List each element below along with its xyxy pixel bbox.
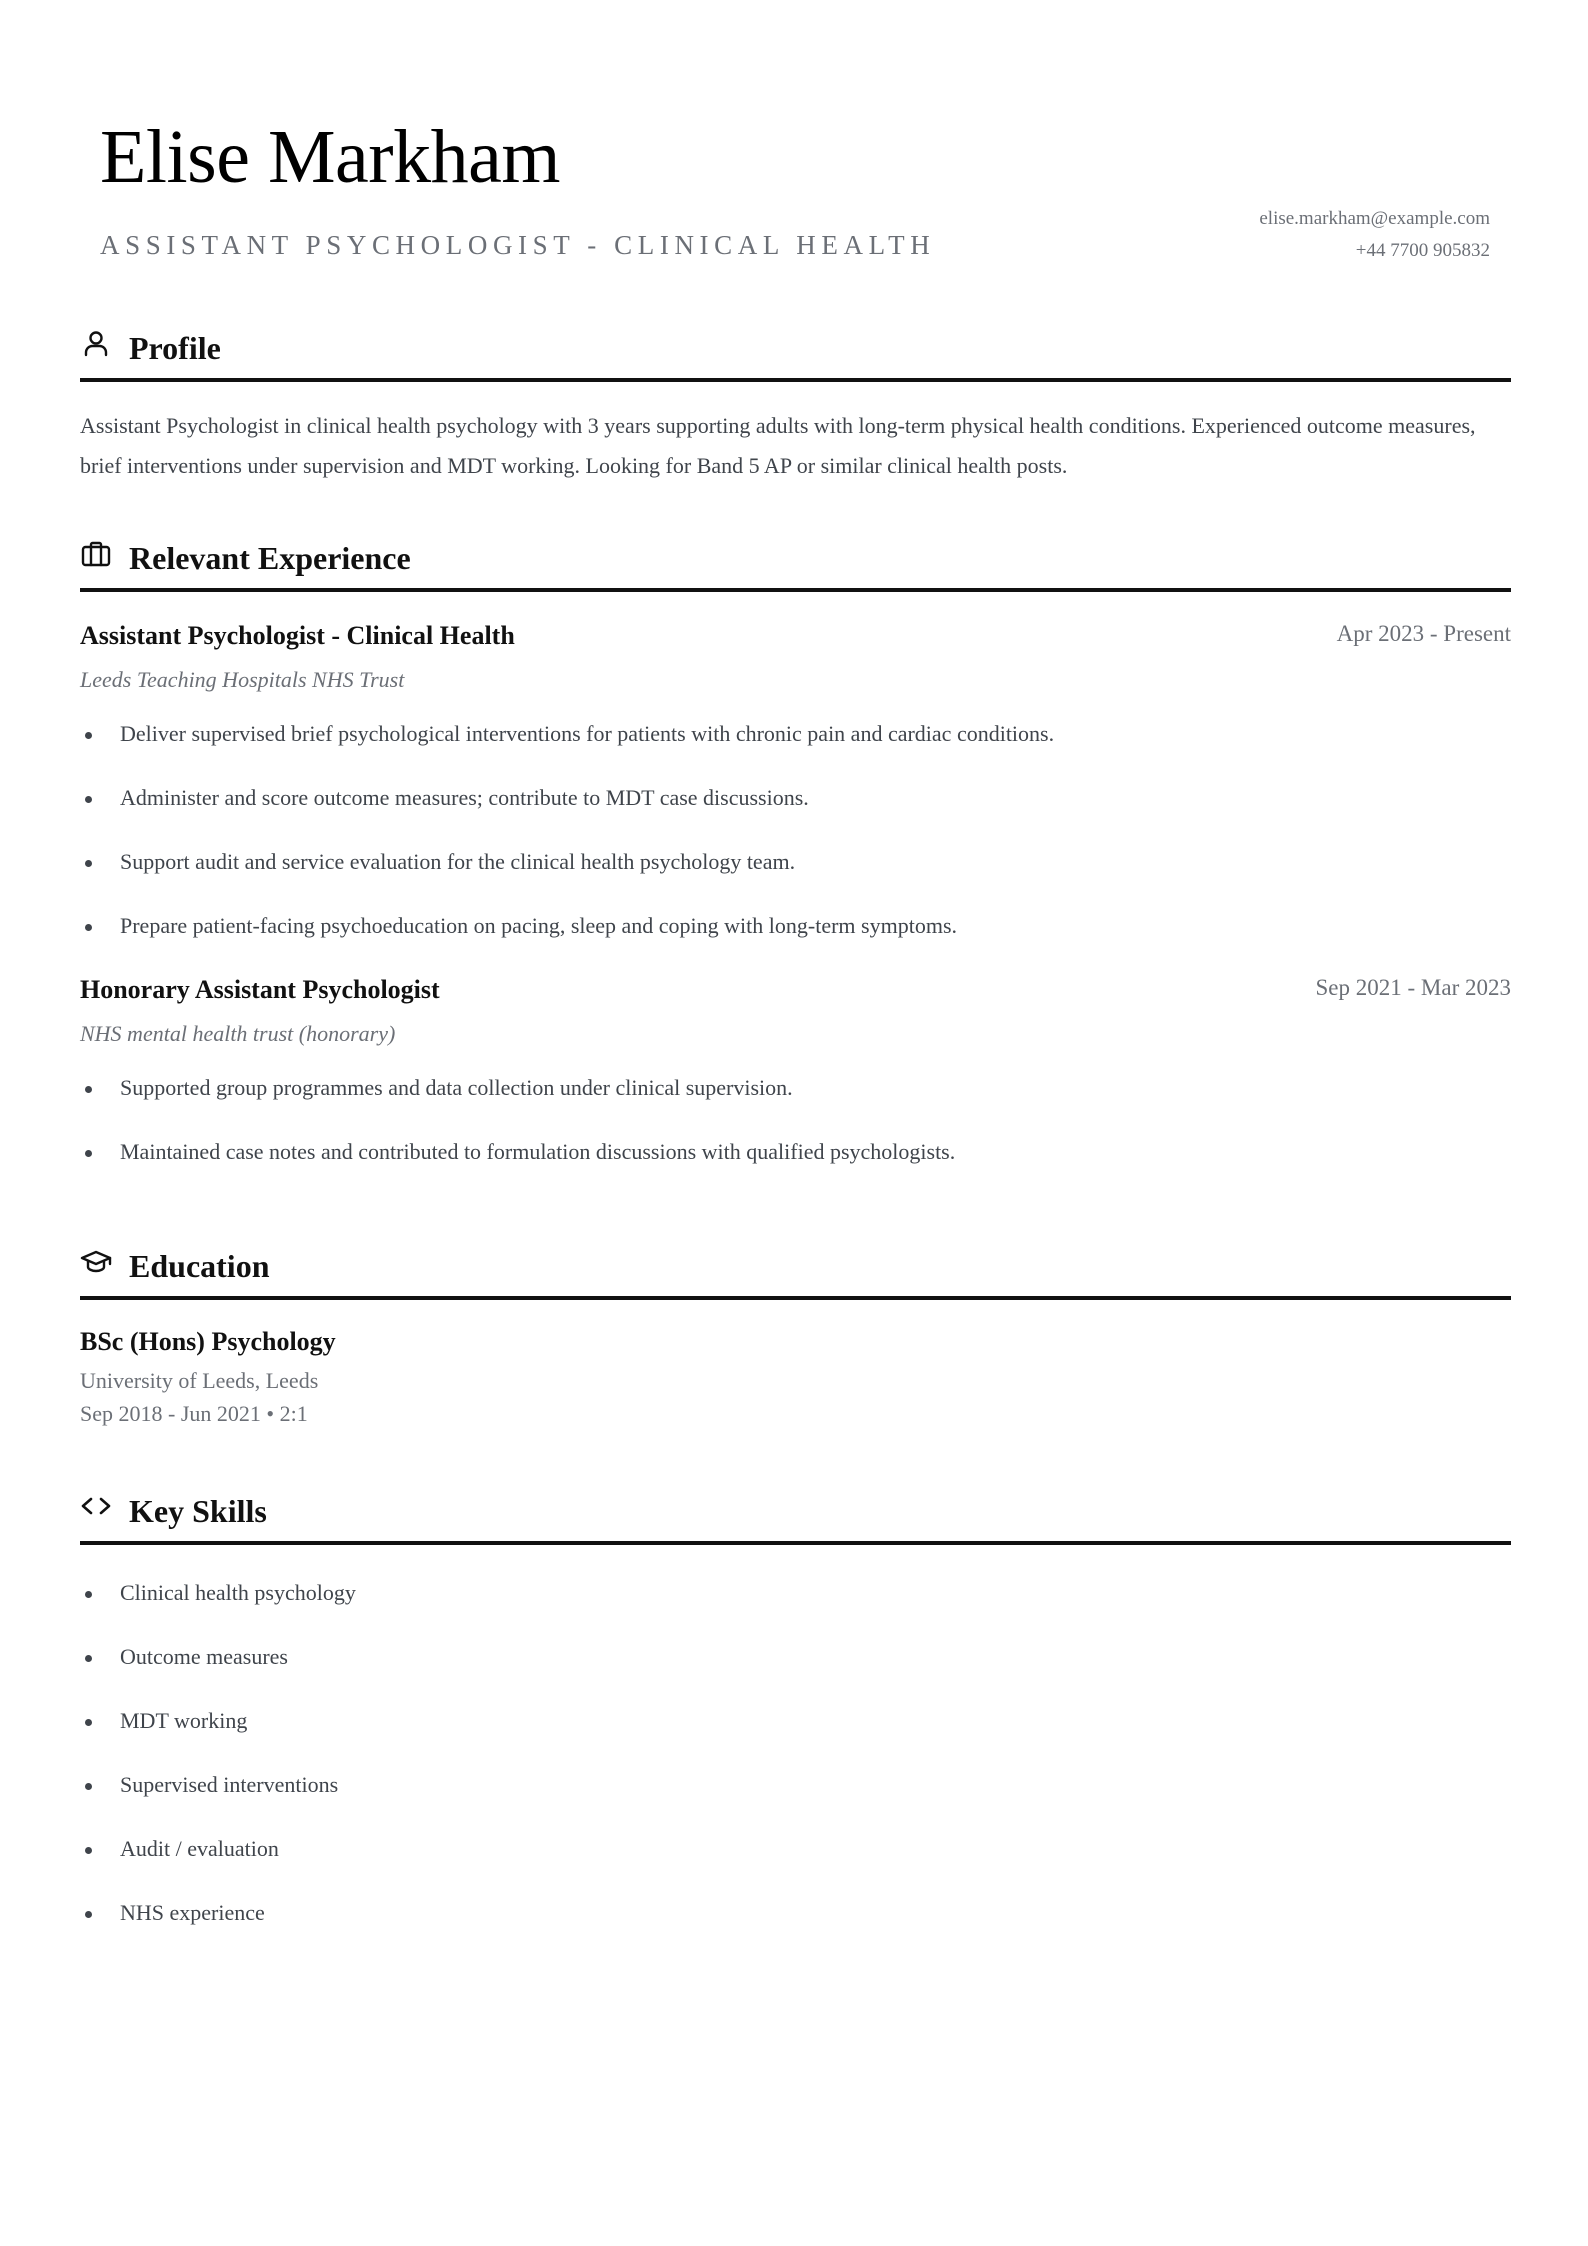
skills-list [80, 1573, 1511, 1933]
role-title: Assistant Psychologist - Clinical Health [80, 621, 515, 650]
profile-summary: Assistant Psychologist in clinical health psychology with 3 years supporting adults with long-term physical health conditions. Experienced outcome measures, brief interventions under supervision and MDT working. Looking for Band 5 AP or similar clinical health posts. [80, 413, 1476, 478]
experience-section [80, 532, 1511, 1196]
education-details: Sep 2018 - Jun 2021 • 2:1 [80, 1401, 308, 1426]
list-item: Maintained case notes and contributed to formulation discussions with qualified psychologists. [80, 1132, 1511, 1172]
education-header [80, 1240, 1511, 1300]
role-header [80, 970, 1511, 1012]
graduation-cap-icon [80, 1246, 112, 1278]
profile-header [80, 322, 1511, 382]
skill-item: Clinical health psychology [80, 1573, 1511, 1613]
briefcase-icon [80, 538, 112, 570]
profile-section [80, 322, 1511, 486]
role-title: Honorary Assistant Psychologist [80, 975, 440, 1004]
experience-header [80, 532, 1511, 592]
role-responsibilities [80, 1068, 1511, 1172]
skills-section [80, 1485, 1511, 1957]
contact-phone[interactable]: +44 7700 905832 [1355, 240, 1490, 261]
role-organisation: Leeds Teaching Hospitals NHS Trust [80, 667, 405, 692]
skill-item: NHS experience [80, 1893, 1511, 1933]
list-item: Administer and score outcome measures; contribute to MDT case discussions. [80, 778, 1511, 818]
skill-item: Outcome measures [80, 1637, 1511, 1677]
list-item: Prepare patient-facing psychoeducation on pacing, sleep and coping with long-term symptoms. [80, 906, 1511, 946]
candidate-headline: ASSISTANT PSYCHOLOGIST - CLINICAL HEALTH [100, 230, 936, 260]
skills-header [80, 1485, 1511, 1545]
skill-item: Audit / evaluation [80, 1829, 1511, 1869]
list-item: Supported group programmes and data collection under clinical supervision. [80, 1068, 1511, 1108]
role-header [80, 616, 1511, 658]
list-item: Deliver supervised brief psychological interventions for patients with chronic pain and cardiac conditions. [80, 714, 1511, 754]
section-title-experience: Relevant Experience [129, 540, 411, 576]
experience-role [80, 970, 1511, 1172]
education-institution: University of Leeds, Leeds [80, 1368, 319, 1393]
user-icon [80, 328, 112, 360]
skill-item: Supervised interventions [80, 1765, 1511, 1805]
role-dates: Apr 2023 - Present [1336, 621, 1511, 646]
list-item: Support audit and service evaluation for the clinical health psychology team. [80, 842, 1511, 882]
education-degree: BSc (Hons) Psychology [80, 1327, 336, 1356]
code-icon [80, 1491, 112, 1523]
role-responsibilities [80, 714, 1511, 946]
candidate-name: Elise Markham [100, 115, 560, 199]
experience-role [80, 616, 1511, 946]
contact-block [1259, 203, 1490, 267]
role-dates: Sep 2021 - Mar 2023 [1315, 975, 1511, 1000]
section-title-profile: Profile [129, 330, 221, 366]
section-title-skills: Key Skills [129, 1493, 267, 1529]
contact-email[interactable]: elise.markham@example.com [1259, 208, 1490, 229]
section-title-education: Education [129, 1248, 270, 1284]
education-section [80, 1240, 1511, 1430]
role-organisation: NHS mental health trust (honorary) [80, 1021, 396, 1046]
skill-item: MDT working [80, 1701, 1511, 1741]
